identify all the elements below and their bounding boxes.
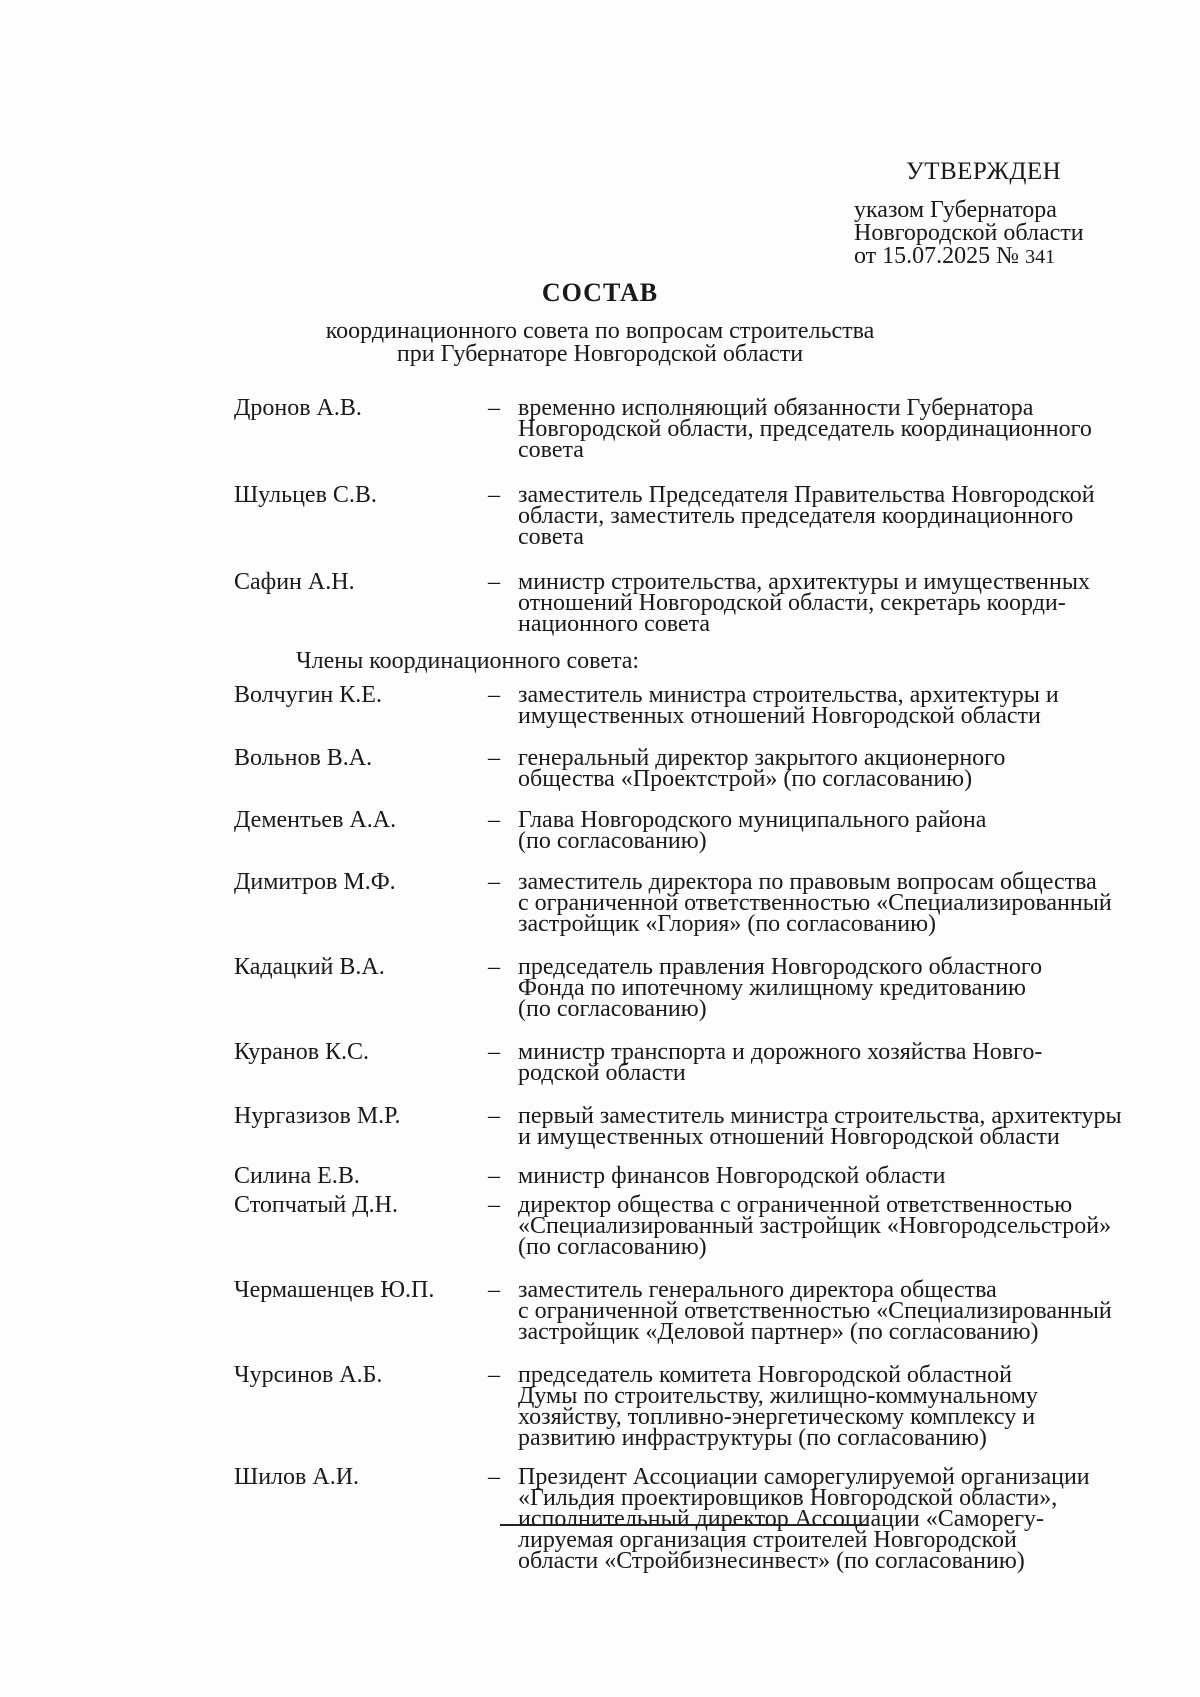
member-role: директор общества с ограниченной ответственностью «Специализированный застройщик «Новгородсельстрой» (по согласованию) bbox=[518, 1192, 1112, 1260]
list-item bbox=[234, 1163, 1154, 1189]
member-role: министр строительства, архитектуры и имущественных отношений Новгородской области, секретарь коорди- национного совета bbox=[518, 569, 1090, 637]
approval-block bbox=[854, 156, 1154, 269]
list-item bbox=[234, 569, 1154, 637]
member-name: Чермашенцев Ю.П. bbox=[234, 1277, 435, 1303]
member-role: Глава Новгородского муниципального района (по согласованию) bbox=[518, 807, 987, 854]
dash: – bbox=[488, 745, 500, 771]
dash: – bbox=[488, 569, 500, 595]
member-name: Кадацкий В.А. bbox=[234, 954, 385, 980]
dash: – bbox=[488, 807, 500, 833]
approval-line-2: Новгородской области bbox=[854, 220, 1084, 246]
dash: – bbox=[488, 1103, 500, 1129]
approval-line-3 bbox=[854, 245, 1154, 269]
list-item bbox=[234, 1192, 1154, 1260]
list-item bbox=[234, 1039, 1154, 1086]
member-role: первый заместитель министра строительства, архитектуры и имущественных отношений Новгородской области bbox=[518, 1103, 1122, 1150]
member-name: Шульцев С.В. bbox=[234, 482, 377, 508]
member-role: заместитель директора по правовым вопросам общества с ограниченной ответственностью «Специализированный застройщик «Глория» (по согласованию) bbox=[518, 869, 1112, 937]
dash: – bbox=[488, 1464, 500, 1490]
list-item bbox=[234, 682, 1154, 729]
member-name: Дементьев А.А. bbox=[234, 807, 397, 833]
member-name: Сафин А.Н. bbox=[234, 569, 355, 595]
member-role: заместитель министра строительства, архитектуры и имущественных отношений Новгородской области bbox=[518, 682, 1059, 729]
approval-stamp: УТВЕРЖДЕН bbox=[906, 158, 1062, 185]
member-name: Стопчатый Д.Н. bbox=[234, 1192, 398, 1218]
member-role: заместитель Председателя Правительства Новгородской области, заместитель председателя координационного совета bbox=[518, 482, 1095, 550]
members-heading: Члены координационного совета: bbox=[296, 648, 640, 674]
member-name: Шилов А.И. bbox=[234, 1464, 360, 1490]
dash: – bbox=[488, 869, 500, 895]
dash: – bbox=[488, 1362, 500, 1388]
dash: – bbox=[488, 954, 500, 980]
member-name: Вольнов В.А. bbox=[234, 745, 373, 771]
member-name: Димитров М.Ф. bbox=[234, 869, 396, 895]
member-role: заместитель генерального директора общества с ограниченной ответственностью «Специализированный застройщик «Деловой партнер» (по согласованию) bbox=[518, 1277, 1112, 1345]
member-name: Куранов К.С. bbox=[234, 1039, 370, 1065]
list-item bbox=[234, 954, 1154, 1022]
member-role: министр транспорта и дорожного хозяйства Новго- родской области bbox=[518, 1039, 1043, 1086]
dash: – bbox=[488, 1277, 500, 1303]
list-item bbox=[234, 745, 1154, 792]
subtitle-line-1: координационного совета по вопросам строительства bbox=[325, 318, 875, 344]
dash: – bbox=[488, 1039, 500, 1065]
dash: – bbox=[488, 1163, 500, 1189]
list-item bbox=[234, 869, 1154, 937]
approval-line-1: указом Губернатора bbox=[854, 197, 1057, 223]
member-role: Президент Ассоциации саморегулируемой организации «Гильдия проектировщиков Новгородской области», исполнительный директор Ассоциации «Саморегу- лируемая организация строителей Новгородской области «Стройбизнесинвест» (по согласованию) bbox=[518, 1464, 1090, 1574]
subtitle-line-2: при Губернаторе Новгородской области bbox=[396, 341, 804, 367]
list-item bbox=[234, 482, 1154, 550]
dash: – bbox=[488, 482, 500, 508]
list-item bbox=[234, 1464, 1154, 1574]
approval-number: 341 bbox=[1025, 246, 1056, 268]
list-item bbox=[234, 1103, 1154, 1150]
approval-date: от 15.07.2025 № bbox=[854, 243, 1020, 269]
list-item bbox=[234, 1362, 1154, 1451]
member-role: председатель комитета Новгородской областной Думы по строительству, жилищно-коммунальному хозяйству, топливно-энергетическому комплексу и развитию инфраструктуры (по согласованию) bbox=[518, 1362, 1038, 1451]
list-item bbox=[234, 1277, 1154, 1345]
member-role: генеральный директор закрытого акционерного общества «Проектстрой» (по согласованию) bbox=[518, 745, 1006, 792]
list-item bbox=[234, 395, 1154, 463]
dash: – bbox=[488, 395, 500, 421]
member-name: Силина Е.В. bbox=[234, 1163, 360, 1189]
member-name: Нургазизов М.Р. bbox=[234, 1103, 401, 1129]
end-divider bbox=[500, 1524, 868, 1526]
member-name: Дронов А.В. bbox=[234, 395, 362, 421]
member-role: временно исполняющий обязанности Губернатора Новгородской области, председатель координационного совета bbox=[518, 395, 1092, 463]
council-list bbox=[234, 395, 1154, 1574]
document-subtitle bbox=[0, 320, 1200, 366]
member-name: Чурсинов А.Б. bbox=[234, 1362, 383, 1388]
member-name: Волчугин К.Е. bbox=[234, 682, 382, 708]
member-role: председатель правления Новгородского областного Фонда по ипотечному жилищному кредитованию (по согласованию) bbox=[518, 954, 1043, 1022]
dash: – bbox=[488, 682, 500, 708]
member-role: министр финансов Новгородской области bbox=[518, 1163, 946, 1189]
document-title: СОСТАВ bbox=[541, 278, 659, 307]
list-item bbox=[234, 807, 1154, 854]
dash: – bbox=[488, 1192, 500, 1218]
